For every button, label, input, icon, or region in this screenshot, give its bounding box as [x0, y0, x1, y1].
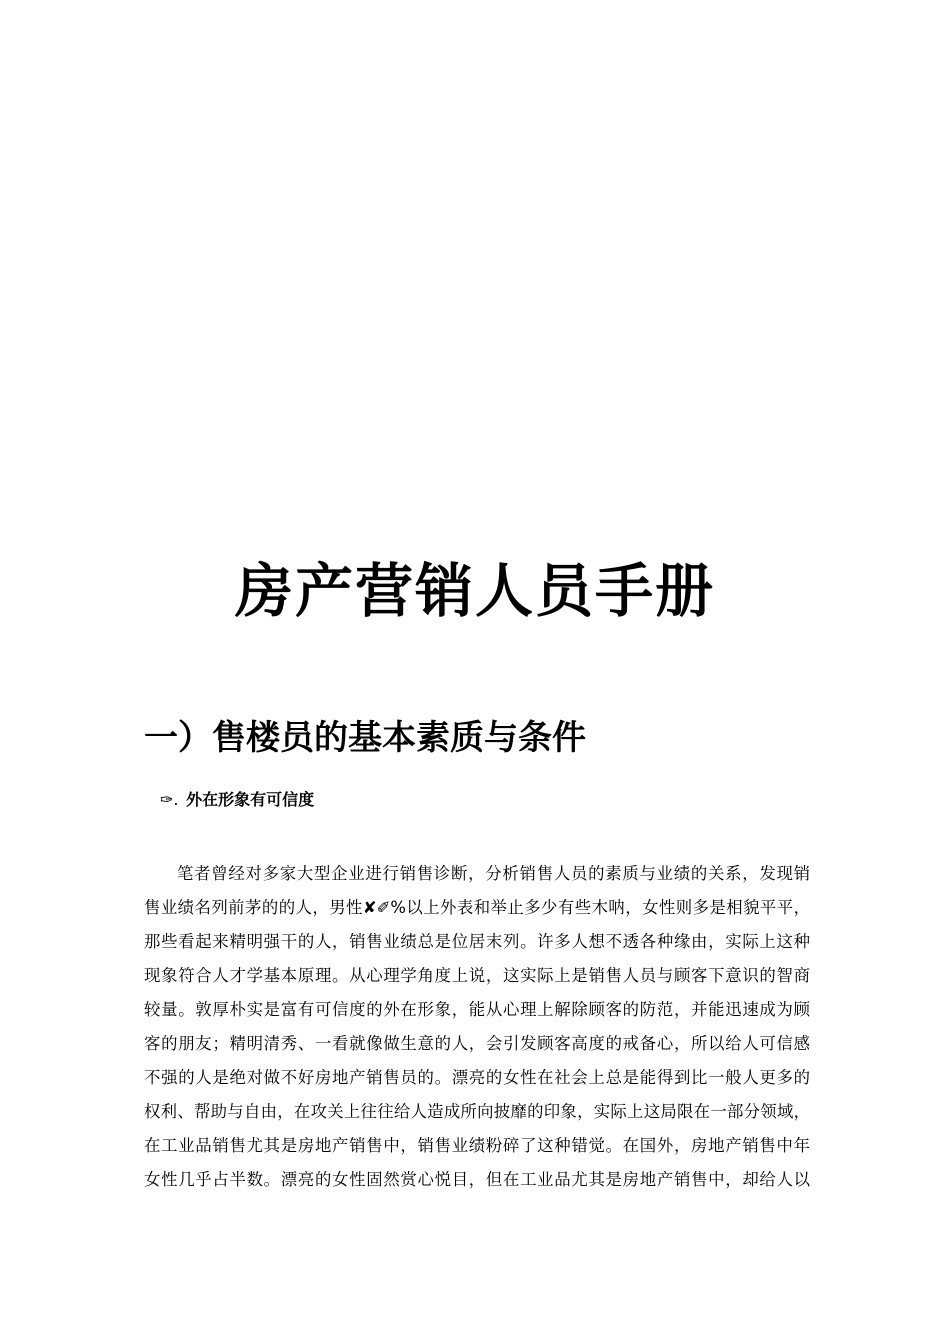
paragraph-line: 女性几乎占半数。漂亮的女性固然赏心悦目，但在工业品尤其是房地产销售中，却给人以: [144, 1170, 810, 1189]
page-title: 房产营销人员手册: [234, 557, 715, 625]
paragraph-line: 不强的人是绝对做不好房地产销售员的。漂亮的女性在社会上总是能得到比一般人更多的: [144, 1068, 810, 1087]
section-heading: 一）售楼员的基本素质与条件: [144, 718, 586, 758]
paragraph-line: 售业绩名列前茅的的人，男性✘✐%以上外表和举止多少有些木呐，女性则多是相貌平平，: [144, 898, 810, 917]
subheading-text: 外在形象有可信度: [186, 790, 315, 809]
paragraph-line: 客的朋友；精明清秀、一看就像做生意的人，会引发顾客高度的戒备心，所以给人可信感: [144, 1034, 810, 1053]
paragraph-line: 权利、帮助与自由，在攻关上往往给人造成所向披靡的印象，实际上这局限在一部分领域，: [144, 1102, 810, 1121]
bullet-icon: ✑.: [160, 790, 179, 809]
paragraph-line: 笔者曾经对多家大型企业进行销售诊断，分析销售人员的素质与业绩的关系，发现销: [177, 864, 810, 883]
paragraph-line: 那些看起来精明强干的人，销售业绩总是位居末列。许多人想不透各种缘由，实际上这种: [144, 932, 810, 951]
paragraph-line: 现象符合人才学基本原理。从心理学角度上说，这实际上是销售人员与顾客下意识的智商: [144, 966, 810, 985]
paragraph-line: 在工业品销售尤其是房地产销售中，销售业绩粉碎了这种错觉。在国外，房地产销售中年: [144, 1136, 810, 1155]
paragraph-line: 较量。敦厚朴实是富有可信度的外在形象，能从心理上解除顾客的防范，并能迅速成为顾: [144, 1000, 810, 1019]
body-paragraph: [144, 857, 810, 1197]
subheading: [160, 788, 314, 812]
